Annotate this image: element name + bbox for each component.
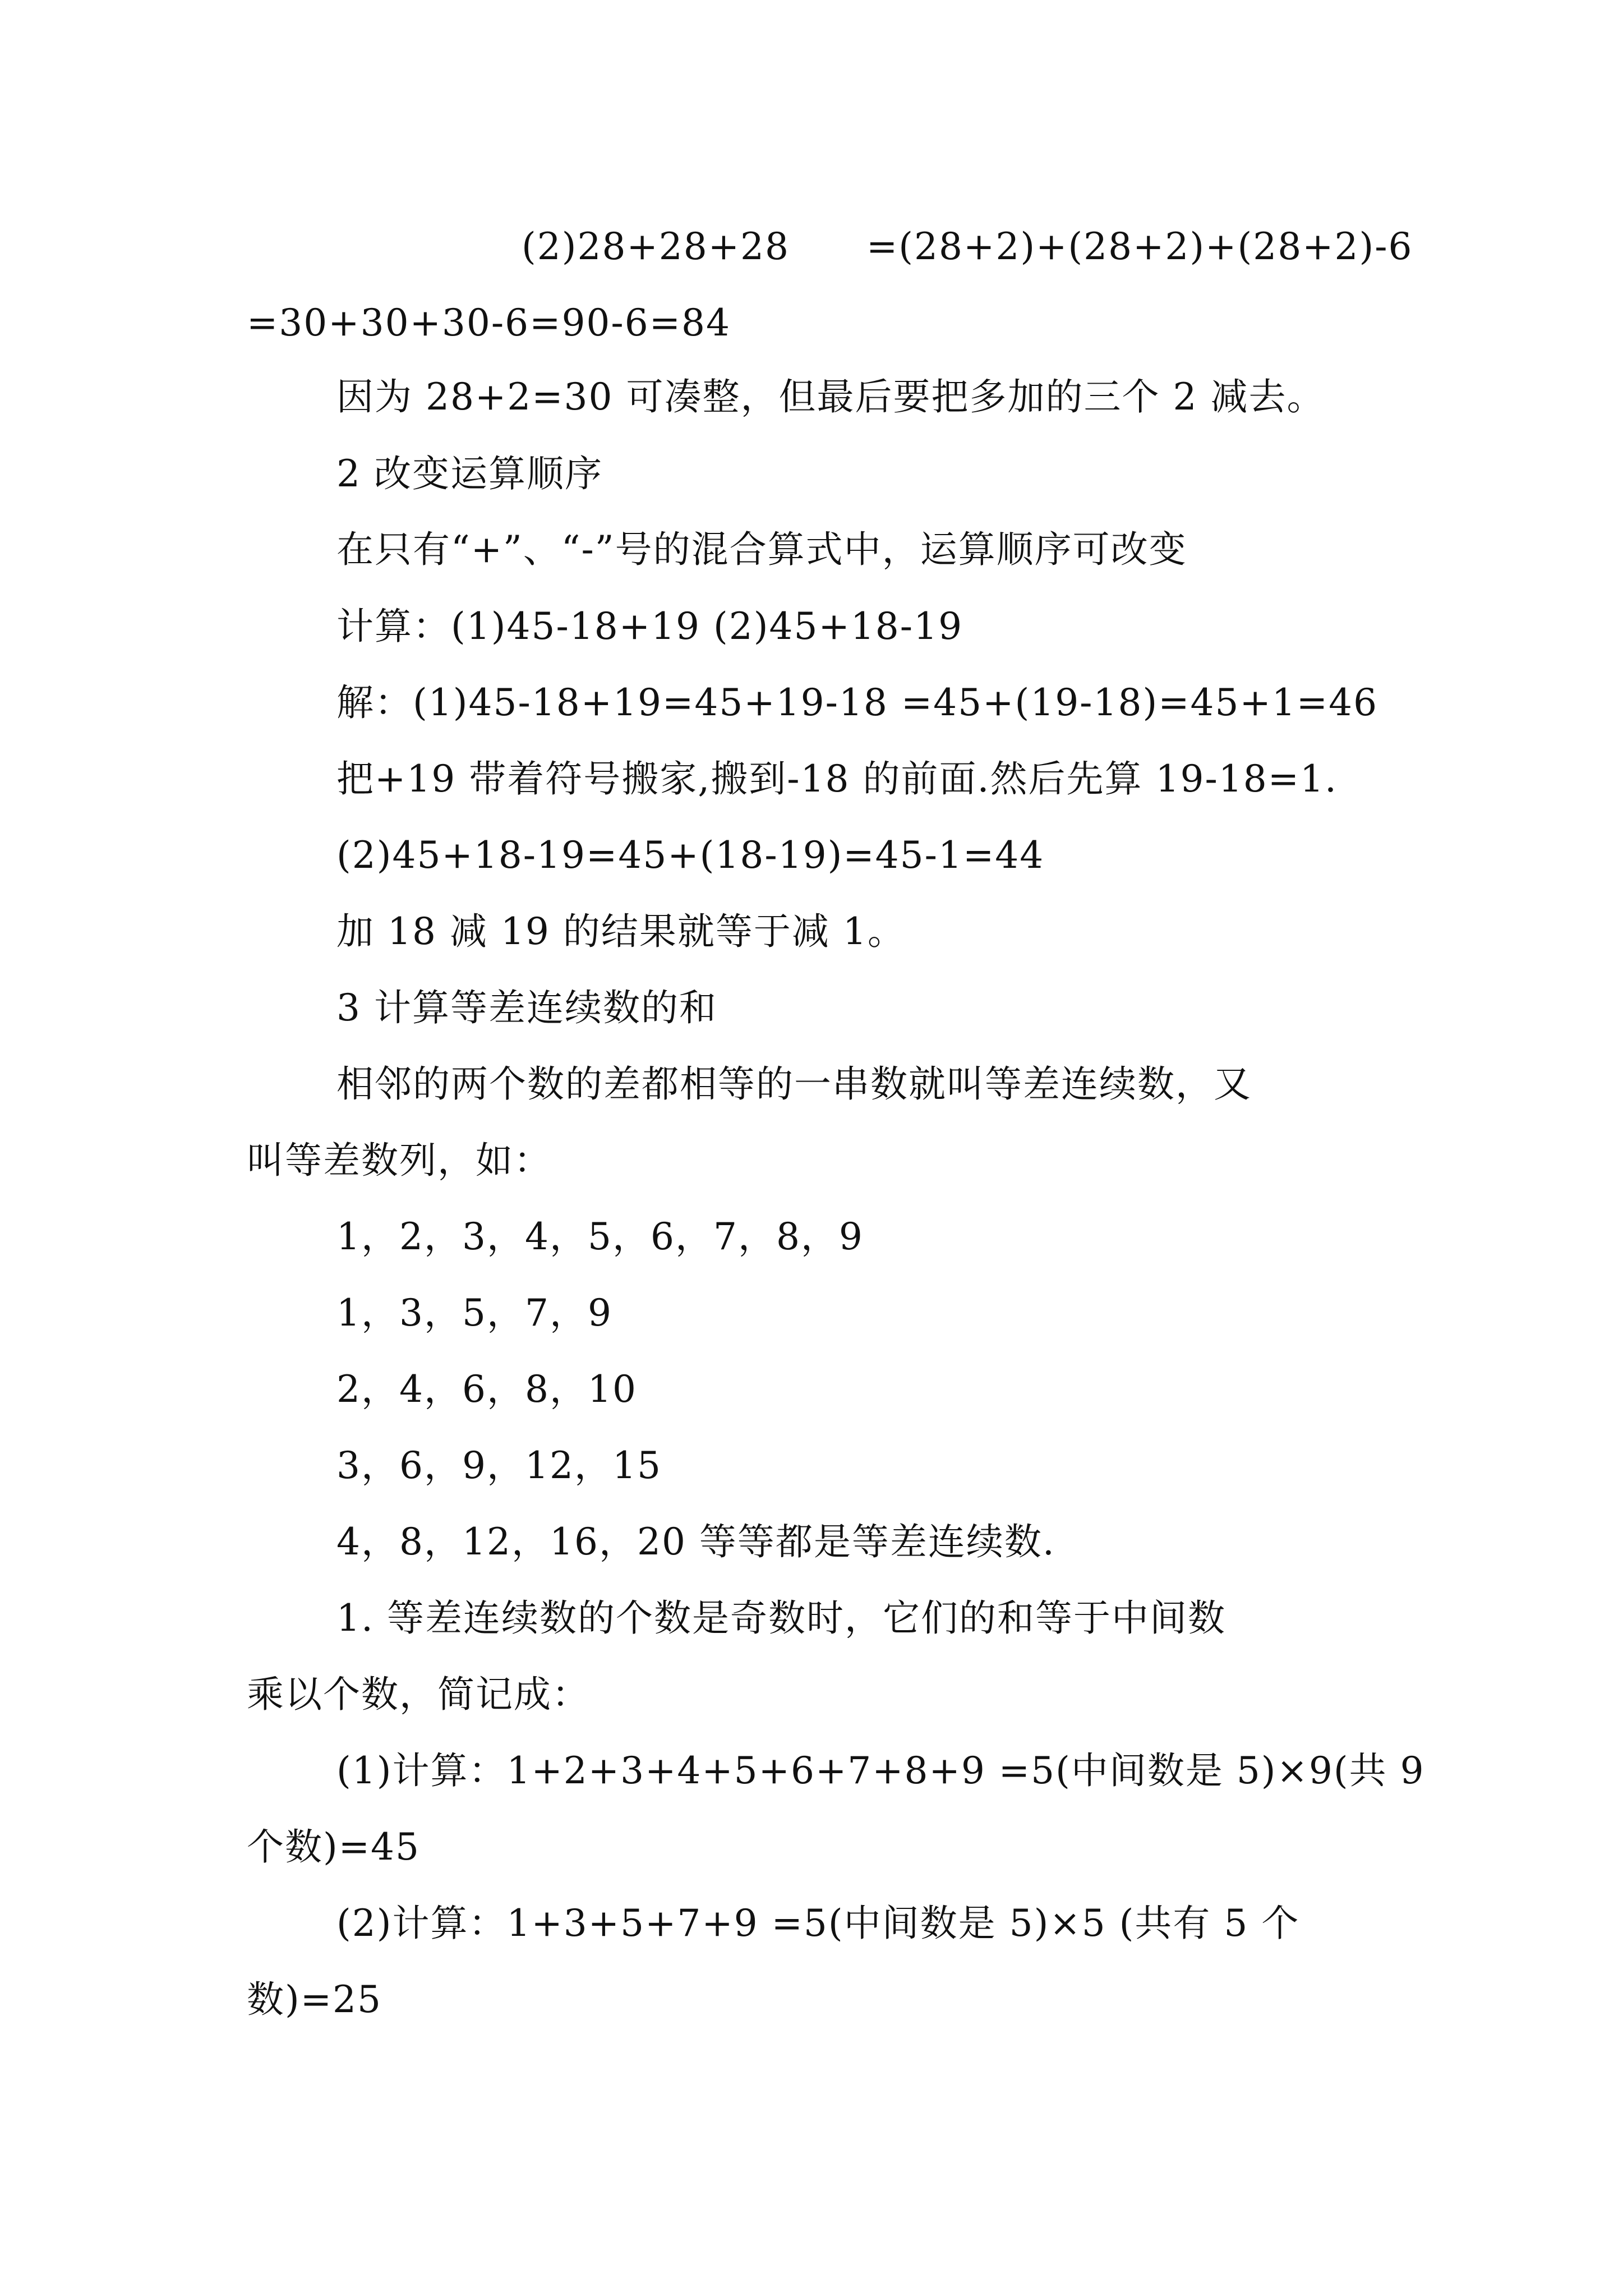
text-line: 叫等差数列，如： bbox=[247, 1139, 552, 1182]
text-line: 加 18 减 19 的结果就等于减 1。 bbox=[336, 910, 906, 953]
sequence-line: 4，8，12，16，20 等等都是等差连续数. bbox=[336, 1520, 1055, 1563]
section-heading: 2 改变运算顺序 bbox=[336, 452, 603, 495]
section-heading: 3 计算等差连续数的和 bbox=[336, 986, 717, 1029]
text-line: 个数)=45 bbox=[247, 1825, 421, 1869]
sequence-line: 3，6，9，12，15 bbox=[336, 1444, 662, 1487]
text-line: 数)=25 bbox=[247, 1978, 382, 2021]
text-line: 乘以个数，简记成： bbox=[247, 1673, 590, 1716]
text-line: (1)计算：1+2+3+4+5+6+7+8+9 =5(中间数是 5)×9(共 9 bbox=[336, 1749, 1425, 1792]
text-line: 在只有“+”、“-”号的混合算式中，运算顺序可改变 bbox=[336, 528, 1187, 571]
text-line: 计算：(1)45-18+19 (2)45+18-19 bbox=[336, 605, 963, 648]
text-line: (2)45+18-19=45+(18-19)=45-1=44 bbox=[336, 834, 1045, 877]
text-line: =30+30+30-6=90-6=84 bbox=[247, 301, 731, 344]
sequence-line: 2，4，6，8，10 bbox=[336, 1368, 637, 1411]
text-line: 把+19 带着符号搬家,搬到-18 的前面.然后先算 19-18=1. bbox=[336, 757, 1338, 800]
text-line: 解：(1)45-18+19=45+19-18 =45+(19-18)=45+1=46 bbox=[336, 681, 1378, 724]
equation-line-right: =(28+2)+(28+2)+(28+2)-6 bbox=[866, 225, 1413, 268]
sequence-line: 1，3，5，7，9 bbox=[336, 1291, 612, 1335]
text-line: (2)计算：1+3+5+7+9 =5(中间数是 5)×5 (共有 5 个 bbox=[336, 1902, 1300, 1945]
equation-line-left: (2)28+28+28 bbox=[522, 225, 790, 268]
text-line: 1. 等差连续数的个数是奇数时，它们的和等于中间数 bbox=[336, 1596, 1226, 1640]
sequence-line: 1，2，3，4，5，6，7，8，9 bbox=[336, 1215, 864, 1258]
text-line: 因为 28+2=30 可凑整，但最后要把多加的三个 2 减去。 bbox=[336, 375, 1325, 418]
text-line: 相邻的两个数的差都相等的一串数就叫等差连续数，又 bbox=[336, 1062, 1252, 1106]
